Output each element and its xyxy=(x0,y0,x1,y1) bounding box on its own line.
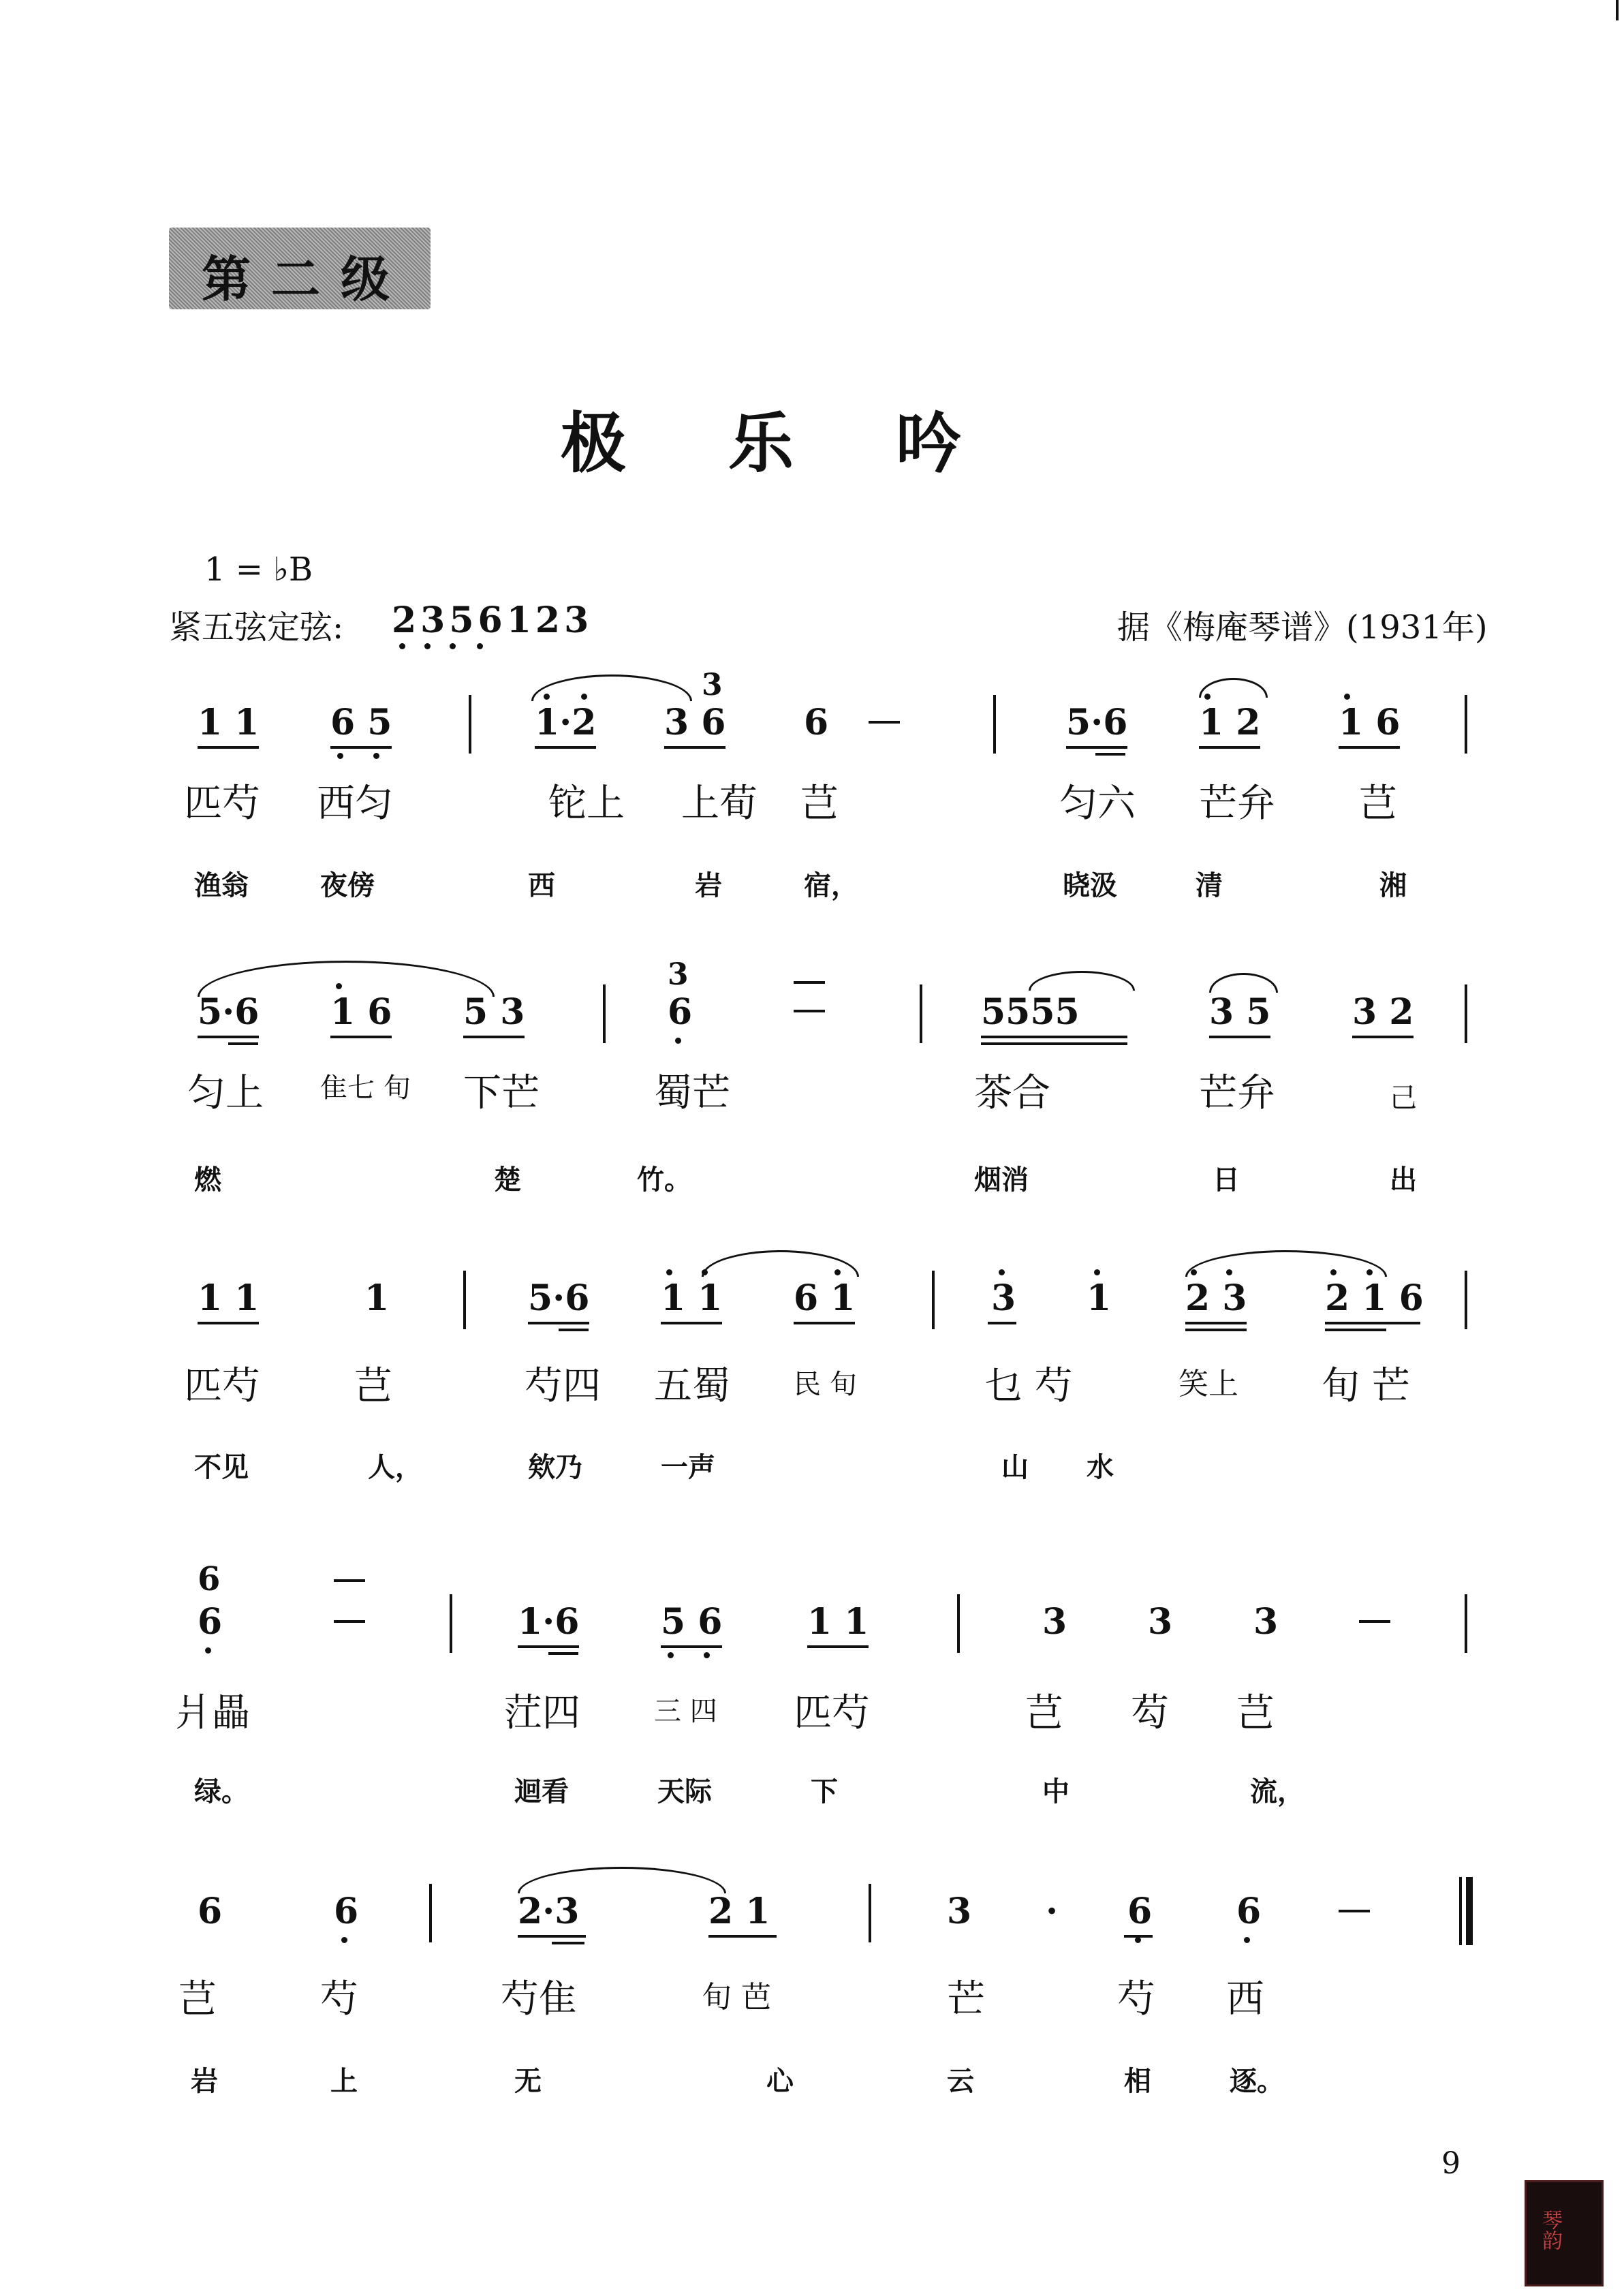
key-signature: 1 = ♭B xyxy=(204,550,313,589)
tablature: 茳四 xyxy=(504,1691,580,1735)
bar-line xyxy=(1465,695,1467,754)
note: 1·6 xyxy=(518,1601,580,1643)
note: 3 xyxy=(991,1277,1016,1319)
slur xyxy=(518,1867,726,1893)
level-badge-text: 第二级 xyxy=(202,251,411,308)
note: 5 3 xyxy=(463,991,525,1033)
lyric: 晓汲 xyxy=(1063,870,1117,901)
note: 3 5 xyxy=(1209,991,1271,1033)
tablature: 芑 xyxy=(178,1977,217,2021)
beam xyxy=(228,1042,258,1045)
final-bar-thin xyxy=(1459,1877,1462,1945)
note: 3 xyxy=(1148,1601,1173,1643)
beam xyxy=(1066,746,1127,749)
tablature: 芑 xyxy=(1359,781,1397,826)
high-dot xyxy=(1226,1269,1232,1275)
tablature: 芒 xyxy=(947,1977,985,2021)
bar-line xyxy=(920,984,922,1043)
lyric: 心 xyxy=(766,2066,794,2097)
note: 3 xyxy=(1253,1601,1279,1643)
beam xyxy=(1185,1322,1247,1324)
tuning-low-dot xyxy=(450,643,456,649)
lyric: 天际 xyxy=(657,1776,712,1808)
lyric: 流， xyxy=(1250,1776,1305,1808)
bar-line xyxy=(450,1594,452,1653)
lyric: 烟消 xyxy=(974,1164,1029,1196)
lyric: 西 xyxy=(528,870,555,901)
note: 3 xyxy=(947,1891,972,1932)
note: 1 1 xyxy=(661,1277,723,1319)
low-dot xyxy=(704,1652,710,1658)
note: 2 1 6 xyxy=(1325,1277,1424,1319)
note: 5·6 xyxy=(1066,702,1128,743)
lyric: 上 xyxy=(330,2066,358,2097)
high-dot xyxy=(999,1269,1005,1275)
tablature: 蜀芒 xyxy=(654,1071,730,1115)
low-dot xyxy=(341,1937,347,1943)
hold-dash xyxy=(1339,1910,1370,1912)
note: 1 xyxy=(364,1277,390,1319)
lyric: 水 xyxy=(1087,1452,1114,1483)
tablature: 匹芍 xyxy=(184,781,260,826)
bar-line xyxy=(1465,984,1467,1043)
seal-logo xyxy=(1525,2180,1604,2286)
source-credit: 据《梅庵琴谱》(1931年) xyxy=(1117,608,1488,647)
bar-line xyxy=(429,1884,432,1942)
beam xyxy=(708,1935,777,1938)
lyric: 清 xyxy=(1196,870,1223,901)
beam xyxy=(330,1036,392,1038)
slur xyxy=(1185,1250,1387,1277)
hold-dash xyxy=(794,1010,825,1012)
tablature: 芑 xyxy=(800,781,839,826)
slur xyxy=(1209,973,1278,993)
tablature: 己 xyxy=(1390,1083,1417,1114)
beam xyxy=(1199,746,1260,749)
tablature: 匀六 xyxy=(1059,781,1136,826)
hold-dash xyxy=(794,981,825,984)
tablature: 芍 xyxy=(320,1977,358,2021)
tablature: 芑 xyxy=(1025,1691,1063,1735)
low-dot xyxy=(337,753,343,759)
beam xyxy=(552,1942,584,1944)
lyric: 山 xyxy=(1001,1452,1029,1483)
beam xyxy=(518,1645,579,1648)
note: 6 xyxy=(198,1891,223,1932)
beam xyxy=(559,1329,589,1331)
tablature: 铊上 xyxy=(548,781,625,826)
lyric: 逐。 xyxy=(1230,2066,1284,2097)
tablature: 三 四 xyxy=(654,1696,717,1727)
tablature: 芍隹 xyxy=(501,1977,577,2021)
beam xyxy=(981,1042,1127,1045)
bar-line xyxy=(469,695,471,754)
note: 1 1 xyxy=(198,1277,260,1319)
note: 1 xyxy=(1087,1277,1112,1319)
lyric: 燃 xyxy=(194,1164,221,1196)
bar-line xyxy=(603,984,606,1043)
page-edge-mark xyxy=(1616,0,1619,20)
tablature: 民 旬 xyxy=(794,1369,857,1400)
note: 5·6 xyxy=(528,1277,590,1319)
tuning-low-dot xyxy=(424,643,431,649)
lyric: 相 xyxy=(1124,2066,1151,2097)
tablature: 茶合 xyxy=(974,1071,1050,1115)
high-dot xyxy=(581,694,587,700)
lyric: 无 xyxy=(514,2066,542,2097)
hold-dash xyxy=(334,1620,365,1623)
beam xyxy=(535,746,596,749)
beam xyxy=(198,1036,259,1038)
note: 2 3 xyxy=(1185,1277,1247,1319)
high-dot xyxy=(702,1269,708,1275)
lyric: 云 xyxy=(947,2066,974,2097)
grace-note: 3 xyxy=(702,668,723,702)
note: 6 xyxy=(198,1560,221,1598)
beam xyxy=(548,1652,578,1655)
beam xyxy=(988,1322,1016,1324)
tablature: 爿畾 xyxy=(174,1691,250,1735)
lyric: 人， xyxy=(368,1452,422,1483)
high-dot xyxy=(544,694,550,700)
note: 6 xyxy=(804,702,829,743)
seal-text: 琴韵 xyxy=(1538,2209,1562,2250)
bar-line xyxy=(932,1271,935,1329)
high-dot xyxy=(1344,694,1350,700)
beam xyxy=(330,746,392,749)
note: 6 xyxy=(334,1891,359,1932)
note: 2 1 xyxy=(708,1891,770,1932)
note: 3 xyxy=(1042,1601,1067,1643)
beam xyxy=(1095,753,1125,756)
lyric: 迴看 xyxy=(514,1776,569,1808)
tablature: 旬 芒 xyxy=(1322,1364,1410,1408)
low-dot xyxy=(373,753,379,759)
tuning-low-dot xyxy=(477,643,483,649)
lyric: 楚 xyxy=(494,1164,521,1196)
grace-note: 3 xyxy=(668,957,689,992)
beam xyxy=(1325,1329,1386,1331)
note: 5·6 xyxy=(198,991,260,1033)
note: 6 5 xyxy=(330,702,392,743)
hold-dash xyxy=(869,721,900,724)
high-dot xyxy=(666,1269,672,1275)
tablature: 乜 芍 xyxy=(984,1364,1073,1408)
bar-line xyxy=(1465,1271,1467,1329)
beam xyxy=(794,1322,855,1324)
tablature: 上荀 xyxy=(681,781,758,826)
high-dot xyxy=(1367,1269,1373,1275)
lyric: 一声 xyxy=(661,1452,715,1483)
beam xyxy=(1209,1036,1270,1038)
beam xyxy=(1124,1935,1153,1938)
note: 1 6 xyxy=(1339,702,1401,743)
beam xyxy=(198,1322,259,1324)
lyric: 渔翁 xyxy=(194,870,249,901)
note: 5 6 xyxy=(661,1601,723,1643)
hold-dash xyxy=(1359,1620,1390,1623)
low-dot xyxy=(668,1652,674,1658)
beam xyxy=(661,1322,722,1324)
lyric: 中 xyxy=(1042,1776,1069,1808)
slur xyxy=(1029,971,1135,991)
beam xyxy=(463,1036,525,1038)
page-number: 9 xyxy=(1441,2146,1461,2181)
high-dot xyxy=(834,1269,841,1275)
beam xyxy=(981,1036,1127,1038)
note: 6 xyxy=(198,1601,223,1643)
note: 6 xyxy=(668,991,693,1033)
tablature: 芶 xyxy=(1131,1691,1169,1735)
tablature: 芑 xyxy=(354,1364,392,1408)
tablature: 西匀 xyxy=(317,781,393,826)
bar-line xyxy=(993,695,996,754)
tablature: 下芒 xyxy=(463,1071,540,1115)
lyric: 岩 xyxy=(191,2066,218,2097)
level-badge xyxy=(169,228,431,309)
lyric: 出 xyxy=(1390,1164,1417,1196)
tablature: 芒弁 xyxy=(1199,781,1275,826)
high-dot xyxy=(1191,1269,1197,1275)
tablature: 匹芍 xyxy=(794,1691,870,1735)
high-dot xyxy=(336,983,342,989)
note: · xyxy=(1046,1891,1059,1932)
tablature: 芍 xyxy=(1117,1977,1155,2021)
high-dot xyxy=(1330,1269,1337,1275)
lyric: 宿， xyxy=(804,870,858,901)
hold-dash xyxy=(334,1579,365,1582)
note: 1 1 xyxy=(198,702,260,743)
tablature: 笑上 xyxy=(1178,1367,1238,1401)
note: 6 1 xyxy=(794,1277,856,1319)
beam xyxy=(198,746,259,749)
lyric: 夜傍 xyxy=(320,870,375,901)
bar-line xyxy=(957,1594,960,1653)
beam xyxy=(1185,1329,1247,1331)
bar-line xyxy=(869,1884,871,1942)
tablature: 芒弁 xyxy=(1199,1071,1275,1115)
lyric: 下 xyxy=(811,1776,838,1808)
tuning-notes: 2356123 xyxy=(392,600,593,641)
note: 3 2 xyxy=(1352,991,1414,1033)
tablature: 旬 芭 xyxy=(702,1980,771,2015)
lyric: 湘 xyxy=(1379,870,1407,901)
note: 5555 xyxy=(981,991,1080,1033)
beam xyxy=(661,1645,722,1648)
beam xyxy=(1325,1322,1420,1324)
tuning-label: 紧五弦定弦: xyxy=(169,608,344,647)
tablature: 西 xyxy=(1226,1977,1264,2021)
low-dot xyxy=(205,1647,211,1654)
high-dot xyxy=(1094,1269,1100,1275)
note: 6 xyxy=(1127,1891,1153,1932)
tablature: 匹芍 xyxy=(184,1364,260,1408)
low-dot xyxy=(1244,1937,1250,1943)
tablature: 隹七 旬 xyxy=(320,1072,411,1104)
note: 2·3 xyxy=(518,1891,580,1932)
beam xyxy=(518,1935,586,1938)
beam xyxy=(1339,746,1400,749)
beam xyxy=(664,746,725,749)
page-title: 极乐吟 xyxy=(561,405,1063,482)
note: 1 6 xyxy=(330,991,392,1033)
tablature: 芍四 xyxy=(525,1364,601,1408)
lyric: 不见 xyxy=(194,1452,249,1483)
beam xyxy=(807,1645,869,1648)
note: 1·2 xyxy=(535,702,597,743)
bar-line xyxy=(463,1271,466,1329)
beam xyxy=(528,1322,589,1324)
note: 3 6 xyxy=(664,702,726,743)
tuning-low-dot xyxy=(399,643,405,649)
note: 6 xyxy=(1236,1891,1262,1932)
tablature: 匀上 xyxy=(187,1071,264,1115)
note: 1 1 xyxy=(807,1601,869,1643)
beam xyxy=(1352,1036,1414,1038)
high-dot xyxy=(1204,694,1211,700)
final-bar-thick xyxy=(1466,1877,1473,1945)
lyric: 欸乃 xyxy=(528,1452,582,1483)
low-dot xyxy=(675,1038,681,1044)
bar-line xyxy=(1465,1594,1467,1653)
note: 1 2 xyxy=(1199,702,1261,743)
lyric: 绿。 xyxy=(194,1776,249,1808)
lyric: 日 xyxy=(1213,1164,1240,1196)
low-dot xyxy=(1135,1937,1141,1943)
lyric: 岩 xyxy=(695,870,722,901)
lyric: 竹。 xyxy=(637,1164,691,1196)
slur xyxy=(531,674,692,701)
tablature: 芑 xyxy=(1236,1691,1275,1735)
tablature: 五蜀 xyxy=(654,1364,730,1408)
